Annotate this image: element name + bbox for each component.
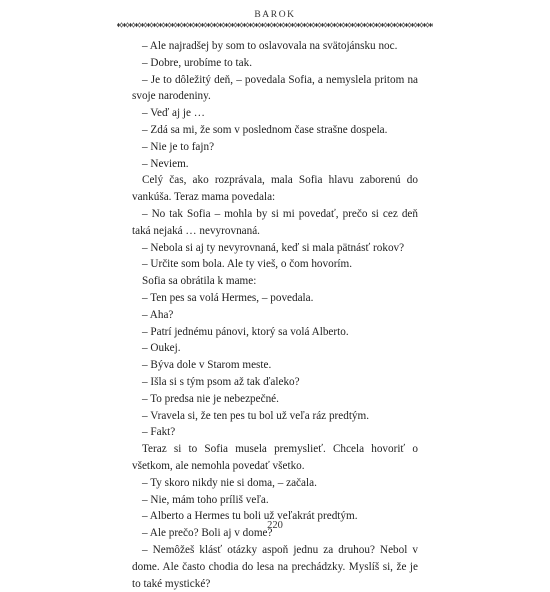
body-text (132, 38, 418, 592)
paragraph: – Nemôžeš klásť otázky aspoň jednu za druhou? Nebol v dome. Ale často chodia do lesa na prechádzky. Myslíš si, že je to také mystické? (132, 543, 418, 590)
paragraph: – Dobre, urobíme to tak. (142, 56, 252, 69)
paragraph: – Nebola si aj ty nevyrovnaná, keď si mala pätnásť rokov? (142, 241, 405, 254)
paragraph: – Určite som bola. Ale ty vieš, o čom hovorím. (142, 258, 353, 271)
paragraph: – Ale prečo? Boli aj v dome? (142, 527, 273, 540)
paragraph: Celý čas, ako rozprávala, mala Sofia hlavu zaborenú do vankúša. Teraz mama povedala: (132, 174, 418, 204)
paragraph: – Nie, mám toho príliš veľa. (142, 493, 269, 506)
paragraph: – Fakt? (142, 426, 176, 439)
paragraph: – Alberto a Hermes tu boli už veľakrát predtým. (142, 510, 358, 523)
paragraph: – Nie je to fajn? (142, 140, 215, 153)
paragraph: – No tak Sofia – mohla by si mi povedať, prečo si cez deň taká nejaká … nevyrovnaná. (132, 207, 418, 237)
page-number: 220 (267, 520, 283, 531)
ornament-border-icon (117, 22, 433, 28)
paragraph: – Ale najradšej by som to oslavovala na svätojánsku noc. (142, 40, 398, 52)
paragraph: – Veď aj je … (142, 107, 205, 120)
running-head: BAROK (254, 10, 296, 20)
paragraph: – Išla si s tým psom až tak ďaleko? (142, 375, 300, 388)
paragraph: – Zdá sa mi, že som v poslednom čase strašne dospela. (142, 123, 388, 136)
paragraph: – Oukej. (142, 342, 181, 355)
paragraph: – Neviem. (142, 157, 189, 170)
paragraph: – Vravela si, že ten pes tu bol už veľa ráz predtým. (142, 409, 370, 422)
paragraph: Teraz si to Sofia musela premyslieť. Chcela hovoriť o všetkom, ale nemohla povedať všetko. (132, 443, 418, 472)
paragraph: – To predsa nie je nebezpečné. (142, 392, 279, 405)
paragraph: – Býva dole v Starom meste. (142, 359, 272, 372)
paragraph: – Patrí jednému pánovi, ktorý sa volá Alberto. (142, 325, 349, 338)
decorative-rule (117, 22, 433, 28)
paragraph: – Aha? (142, 308, 174, 321)
paragraph: – Ten pes sa volá Hermes, – povedala. (142, 291, 314, 304)
paragraph: – Ty skoro nikdy nie si doma, – začala. (142, 476, 317, 489)
paragraph: – Je to dôležitý deň, – povedala Sofia, a nemyslela pritom na svoje narodeniny. (132, 73, 418, 103)
paragraph: Sofia sa obrátila k mame: (142, 275, 257, 288)
